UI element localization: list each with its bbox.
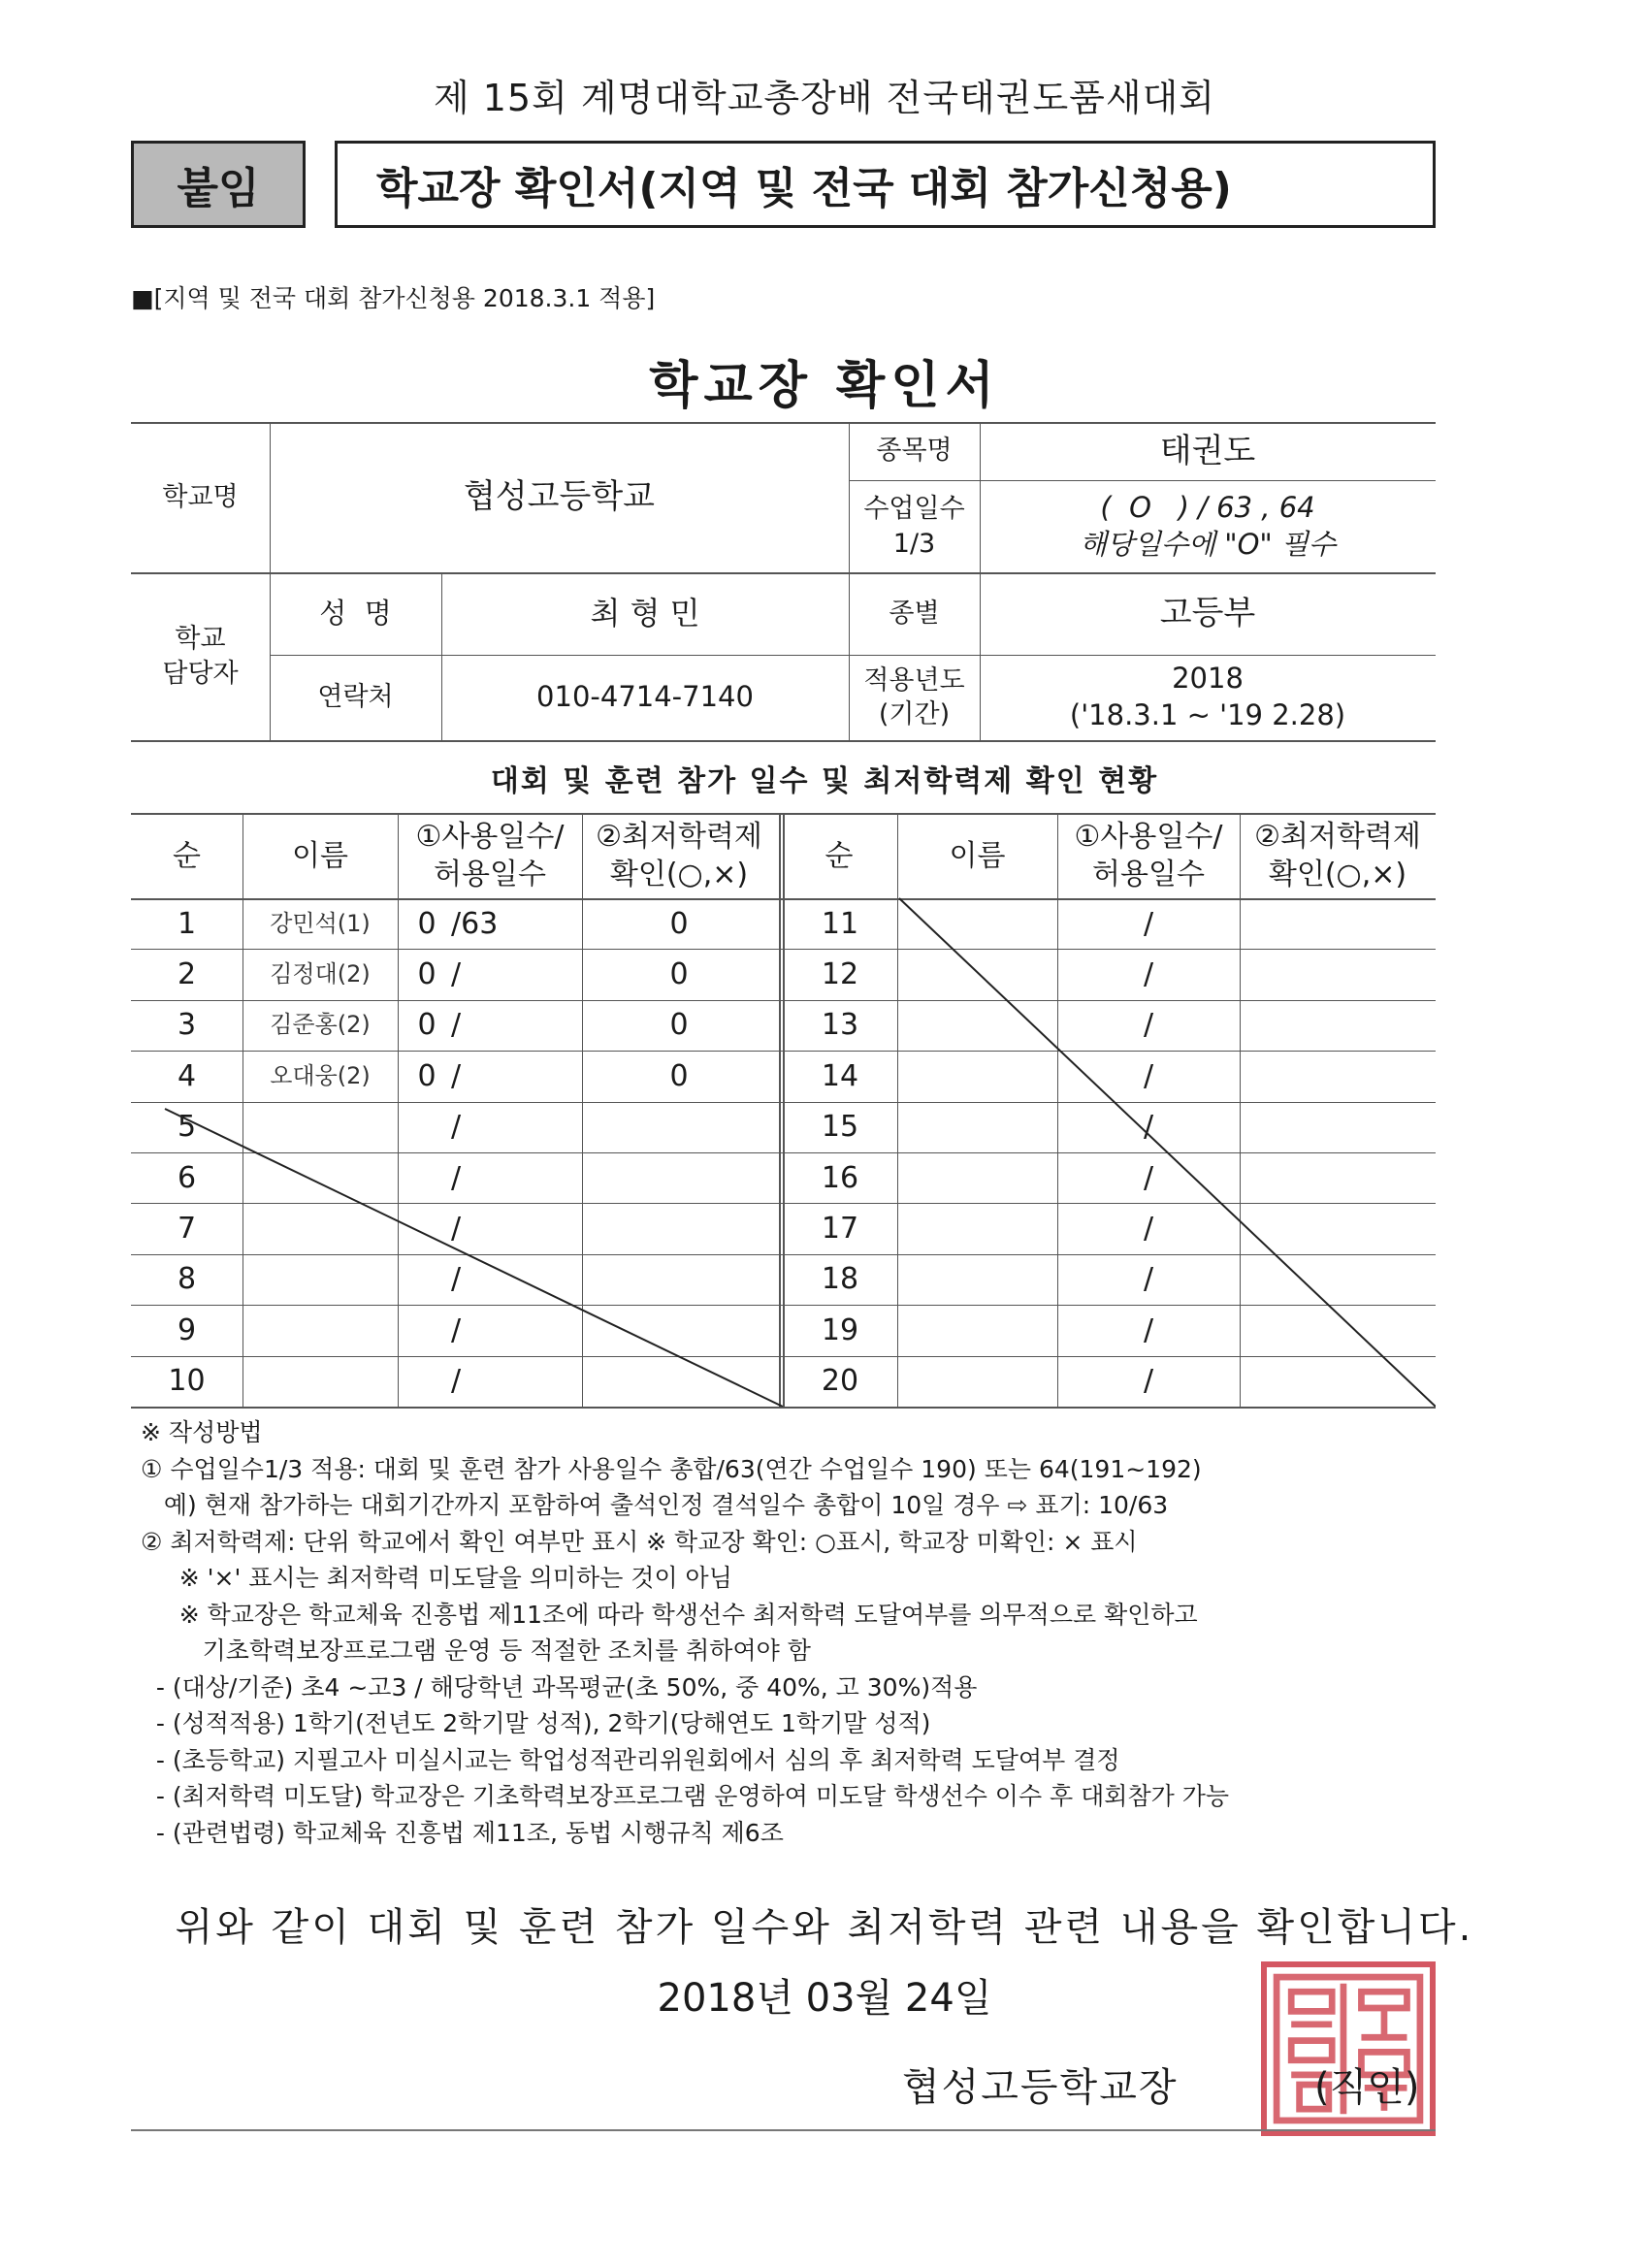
row-number: 9 [177, 1312, 197, 1347]
allowed-days: /63 [451, 906, 499, 941]
allowed-days: / [451, 1364, 462, 1399]
header-acad-line1: ②최저학력제 [596, 820, 762, 854]
applies-note: ■[지역 및 전국 대회 참가신청용 2018.3.1 적용] [131, 284, 656, 312]
row-number: 14 [821, 1058, 859, 1093]
year-label [849, 655, 980, 740]
allowed-days: / [1143, 1312, 1154, 1347]
days-label-line2: 1/3 [892, 528, 936, 559]
instruction-line: ② 최저학력제: 단위 학교에서 확인 여부만 표시 ※ 학교장 확인: ○표시, 학교장 미확인: × 표시 [141, 1527, 1138, 1556]
grid-line [131, 1407, 1436, 1409]
section-title: 대회 및 훈련 참가 일수 및 최저학력제 확인 현황 [490, 764, 1159, 798]
manager-label-line2: 담당자 [162, 658, 239, 689]
name-value: 최 형 민 [590, 594, 700, 632]
year-label-line1: 적용년도 [863, 664, 965, 696]
instruction-line: ※ '×' 표시는 최저학력 미도달을 의미하는 것이 아님 [141, 1564, 732, 1592]
row-number: 8 [177, 1262, 197, 1297]
confirmation-date: 2018년 03월 24일 [657, 1976, 992, 2021]
row-number: 1 [177, 906, 197, 941]
row-number: 20 [821, 1364, 859, 1399]
allowed-days: / [1143, 1364, 1154, 1399]
school-label: 학교명 [162, 481, 239, 512]
allowed-days: / [451, 957, 462, 992]
days-label [849, 480, 980, 572]
used-days: 0 [417, 1008, 436, 1043]
instruction-line: ※ 작성방법 [141, 1418, 263, 1446]
row-number: 11 [821, 906, 859, 941]
allowed-days: / [1143, 1110, 1154, 1145]
row-number: 7 [177, 1212, 197, 1247]
school-value: 협성고등학교 [463, 477, 656, 517]
athlete-name: 강민석(1) [270, 909, 371, 937]
header-no-right: 순 [824, 838, 854, 873]
allowed-days: / [451, 1110, 462, 1145]
academic-check: 0 [669, 906, 689, 941]
division-label: 종별 [889, 598, 940, 629]
days-label-line1: 수업일수 [863, 494, 965, 525]
instruction-line: 예) 현재 참가하는 대회기간까지 포함하여 출석인정 결석일수 총합이 10일 경우 ⇨ 표기: 10/63 [141, 1491, 1169, 1519]
allowed-days: / [451, 1212, 462, 1247]
athlete-name: 김준홍(2) [270, 1011, 371, 1039]
allowed-days: / [1143, 906, 1154, 941]
row-number: 15 [821, 1110, 859, 1145]
year-value-line2: ('18.3.1 ~ '19 2.28) [1069, 698, 1346, 731]
instruction-line: - (최저학력 미도달) 학교장은 기초학력보장프로그램 운영하여 미도달 학생선수 이수 후 대회참가 가능 [141, 1782, 1229, 1810]
allowed-days: / [451, 1008, 462, 1043]
header-days-line2: 허용일수 [434, 858, 546, 891]
allowed-days: / [451, 1312, 462, 1347]
row-number: 17 [821, 1212, 859, 1247]
confirmation-statement: 위와 같이 대회 및 훈련 참가 일수와 최저학력 관련 내용을 확인합니다. [175, 1905, 1474, 1950]
instruction-line: ※ 학교장은 학교체육 진흥법 제11조에 따라 학생선수 최저학력 도달여부를 의무적으로 확인하고 [141, 1600, 1198, 1629]
principal-signature: 협성고등학교장 [902, 2065, 1179, 2110]
header-days-line1: ①사용일수/ [415, 820, 565, 854]
row-number: 5 [177, 1110, 197, 1145]
instruction-line: - (대상/기준) 초4 ~고3 / 해당학년 과목평균(초 50%, 중 40%, 고 30%)적용 [141, 1672, 978, 1701]
row-number: 2 [177, 957, 197, 992]
allowed-days: / [451, 1262, 462, 1297]
manager-label-line1: 학교 [175, 624, 226, 655]
document-title: 학교장 확인서 [649, 357, 1000, 415]
academic-check: 0 [669, 957, 689, 992]
writing-instructions [141, 1414, 1445, 1851]
instruction-line: 기초학력보장프로그램 운영 등 적절한 조치를 취하여야 함 [141, 1636, 811, 1665]
header-acad-line1: ②최저학력제 [1254, 820, 1421, 854]
academic-check: 0 [669, 1058, 689, 1093]
row-number: 13 [821, 1008, 859, 1043]
header-days-line1: ①사용일수/ [1074, 820, 1223, 854]
year-value-line1: 2018 [1172, 662, 1244, 696]
header-no-left: 순 [173, 838, 201, 873]
sport-label: 종목명 [876, 436, 953, 467]
header-acad-line2: 확인(○,×) [1268, 858, 1407, 891]
participants-table [131, 813, 1436, 1407]
athlete-name: 오대웅(2) [270, 1061, 371, 1089]
name-label: 성 명 [319, 596, 392, 630]
used-days: 0 [417, 1058, 436, 1093]
row-number: 10 [168, 1364, 206, 1399]
allowed-days: / [1143, 1212, 1154, 1247]
row-number: 6 [177, 1160, 197, 1195]
bottom-divider [131, 2129, 1436, 2131]
event-title: 제 15회 계명대학교총장배 전국태권도품새대회 [433, 77, 1216, 119]
row-number: 18 [821, 1262, 859, 1297]
allowed-days: / [1143, 1262, 1154, 1297]
allowed-days: / [451, 1160, 462, 1195]
used-days: 0 [417, 906, 436, 941]
info-table [131, 422, 1436, 742]
form-title: 학교장 확인서(지역 및 전국 대회 참가신청용) [335, 141, 1436, 228]
instruction-line: - (관련법령) 학교체육 진흥법 제11조, 동법 시행규칙 제6조 [141, 1818, 784, 1847]
year-value [980, 655, 1436, 740]
sport-value: 태권도 [1159, 431, 1256, 470]
row-number: 16 [821, 1160, 859, 1195]
seal-note: (직인) [1314, 2065, 1420, 2110]
days-value [980, 480, 1436, 572]
instruction-line: - (성적적용) 1학기(전년도 2학기말 성적), 2학기(당해연도 1학기말 성적) [141, 1709, 931, 1737]
header-days-line2: 허용일수 [1092, 858, 1205, 891]
contact-label: 연락처 [317, 682, 394, 713]
empty-rows-strike [131, 813, 1436, 1407]
instruction-line: ① 수업일수1/3 적용: 대회 및 훈련 참가 사용일수 총합/63(연간 수업일수 190) 또는 64(191~192) [141, 1454, 1202, 1483]
attachment-badge: 붙임 [131, 141, 306, 228]
athlete-name: 김정대(2) [270, 959, 371, 988]
academic-check: 0 [669, 1008, 689, 1043]
manager-label [131, 572, 270, 740]
year-label-line2: (기간) [878, 699, 951, 729]
allowed-days: / [1143, 957, 1154, 992]
allowed-days: / [1143, 1058, 1154, 1093]
allowed-days: / [1143, 1160, 1154, 1195]
contact-value: 010-4714-7140 [536, 680, 754, 714]
row-number: 19 [821, 1312, 859, 1347]
header-name-left: 이름 [292, 838, 348, 873]
days-value-line1: ( O ) / 63 , 64 [1100, 490, 1315, 524]
used-days: 0 [417, 957, 436, 992]
instruction-line: - (초등학교) 지필고사 미실시교는 학업성적관리위원회에서 심의 후 최저학력 도달여부 결정 [141, 1745, 1120, 1774]
days-value-line2: 해당일수에 "O" 필수 [1079, 527, 1337, 561]
division-value: 고등부 [1159, 594, 1256, 633]
row-number: 12 [821, 957, 859, 992]
header-acad-line2: 확인(○,×) [609, 858, 749, 891]
allowed-days: / [1143, 1008, 1154, 1043]
allowed-days: / [451, 1058, 462, 1093]
row-number: 3 [177, 1008, 197, 1043]
row-number: 4 [177, 1058, 197, 1093]
header-name-right: 이름 [949, 838, 1006, 873]
